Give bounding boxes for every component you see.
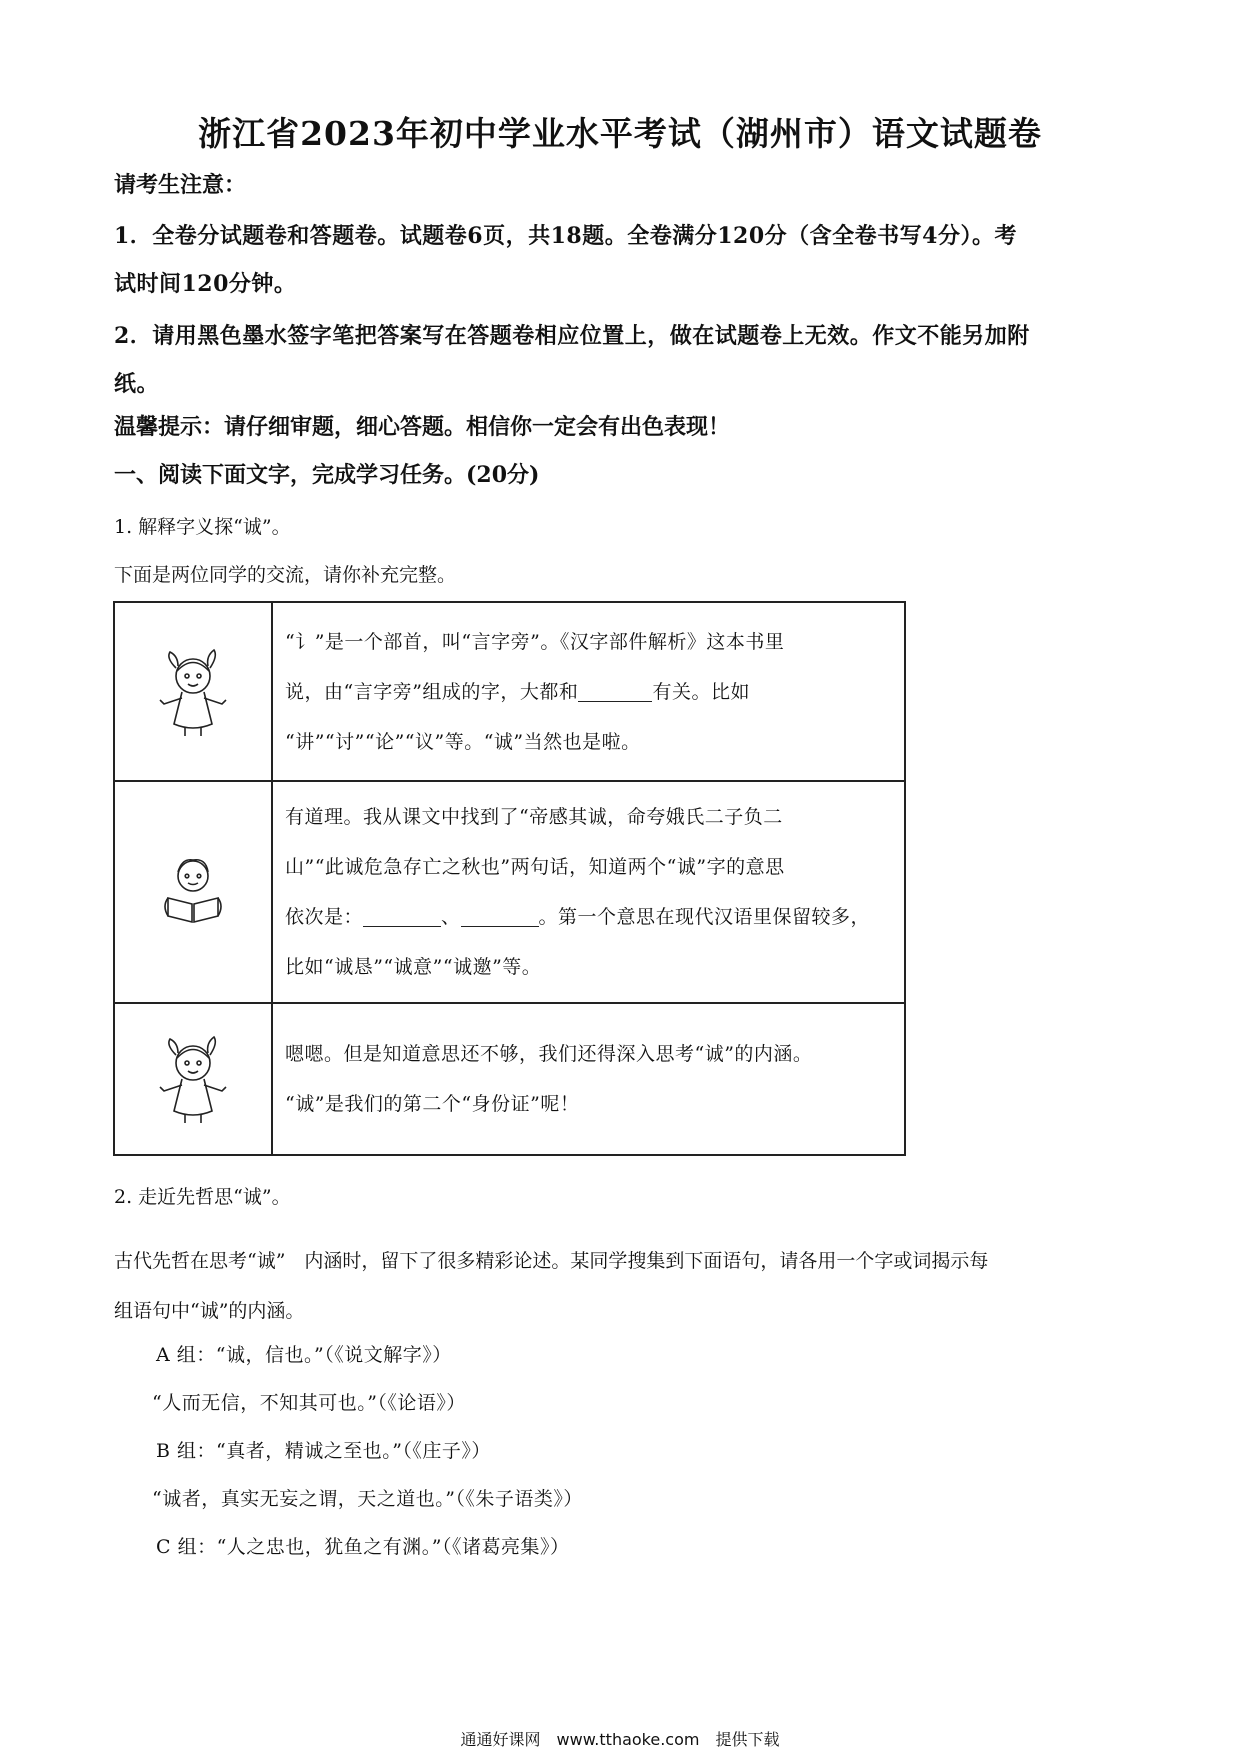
dialog-line: 山”“此诚危急存亡之秋也”两句话，知道两个“诚”字的意思 [285, 856, 785, 878]
answer-blank[interactable] [578, 680, 652, 702]
quote-a-2: “人而无信，不知其可也。”（《论语》） [152, 1392, 466, 1414]
dialog-line: 有道理。我从课文中找到了“帝感其诚，命夸娥氏二子负二 [285, 806, 783, 828]
dialog-avatar-cell [114, 602, 272, 781]
warm-tip: 温馨提示：请仔细审题，细心答题。相信你一定会有出色表现！ [114, 414, 731, 440]
dialog-line-with-blanks [285, 892, 892, 942]
dialog-text: 依次是： [285, 906, 364, 928]
dialog-line: 嗯嗯。但是知道意思还不够，我们还得深入思考“诚”的内涵。 [285, 1043, 813, 1065]
question-2-intro [114, 1236, 1134, 1336]
dialog-row [114, 1003, 905, 1155]
notice-rule-2-line-1: 2．请用黑色墨水签字笔把答案写在答题卷相应位置上，做在试题卷上无效。作文不能另加附 [114, 323, 1030, 349]
dialog-table [113, 601, 906, 1156]
section-heading: 一、阅读下面文字，完成学习任务。(20分) [114, 462, 540, 488]
dialog-text-cell [272, 1003, 905, 1155]
dialog-line: 比如“诚恳”“诚意”“诚邀”等。 [285, 956, 542, 978]
girl-icon [152, 1033, 234, 1125]
boy-reading-icon [152, 852, 234, 932]
dialog-line: “讲”“讨”“论”“议”等。“诚”当然也是啦。 [285, 730, 641, 753]
notice-rule-1-line-1: 1．全卷分试题卷和答题卷。试题卷6页，共18题。全卷满分120分（含全卷书写4分）。考 [114, 223, 1017, 249]
answer-blank[interactable] [461, 905, 539, 927]
notice-rule-2-line-2: 纸。 [114, 371, 160, 397]
page-footer: 通通好课网 www.tthaoke.com 提供下载 [460, 1730, 780, 1749]
dialog-text: 有关。比如 [652, 680, 750, 703]
notice-heading: 请考生注意： [114, 172, 247, 198]
notice-rule-2 [114, 312, 1134, 408]
girl-icon [152, 646, 234, 738]
intro-line: 古代先哲在思考“诚” 内涵时，留下了很多精彩论述。某同学搜集到下面语句，请各用一个字或词揭示每 [114, 1250, 989, 1272]
notice-rule-1 [114, 212, 1134, 308]
intro-line: 组语句中“诚”的内涵。 [114, 1300, 305, 1322]
dialog-avatar-cell [114, 1003, 272, 1155]
dialog-row [114, 602, 905, 781]
dialog-row [114, 781, 905, 1003]
dialog-text: 、 [441, 906, 461, 928]
dialog-avatar-cell [114, 781, 272, 1003]
quote-b-1: B 组：“真者，精诚之至也。”（《庄子》） [156, 1440, 491, 1462]
dialog-text: 说，由“言字旁”组成的字，大都和 [285, 680, 579, 703]
dialog-line: “诚”是我们的第二个“身份证”呢！ [285, 1093, 580, 1115]
quote-c-1: C 组：“人之忠也，犹鱼之有渊。”（《诸葛亮集》） [156, 1536, 570, 1558]
dialog-text-cell [272, 781, 905, 1003]
answer-blank[interactable] [363, 905, 441, 927]
quote-b-2: “诚者，真实无妄之谓，天之道也。”（《朱子语类》） [152, 1488, 583, 1510]
question-1-title: 1. 解释字义探“诚”。 [114, 516, 291, 538]
quote-a-1: A 组：“诚，信也。”（《说文解字》） [156, 1344, 452, 1366]
page-title: 浙江省2023年初中学业水平考试（湖州市）语文试题卷 [198, 114, 1042, 153]
dialog-text-cell [272, 602, 905, 781]
question-2-title: 2. 走近先哲思“诚”。 [114, 1186, 291, 1208]
notice-rule-1-line-2: 试时间120分钟。 [114, 271, 297, 297]
dialog-line: “讠”是一个部首，叫“言字旁”。《汉字部件解析》这本书里 [285, 630, 785, 653]
dialog-text: 。第一个意思在现代汉语里保留较多， [538, 906, 871, 928]
dialog-line-with-blank [285, 667, 892, 717]
question-1-intro: 下面是两位同学的交流，请你补充完整。 [114, 564, 457, 586]
